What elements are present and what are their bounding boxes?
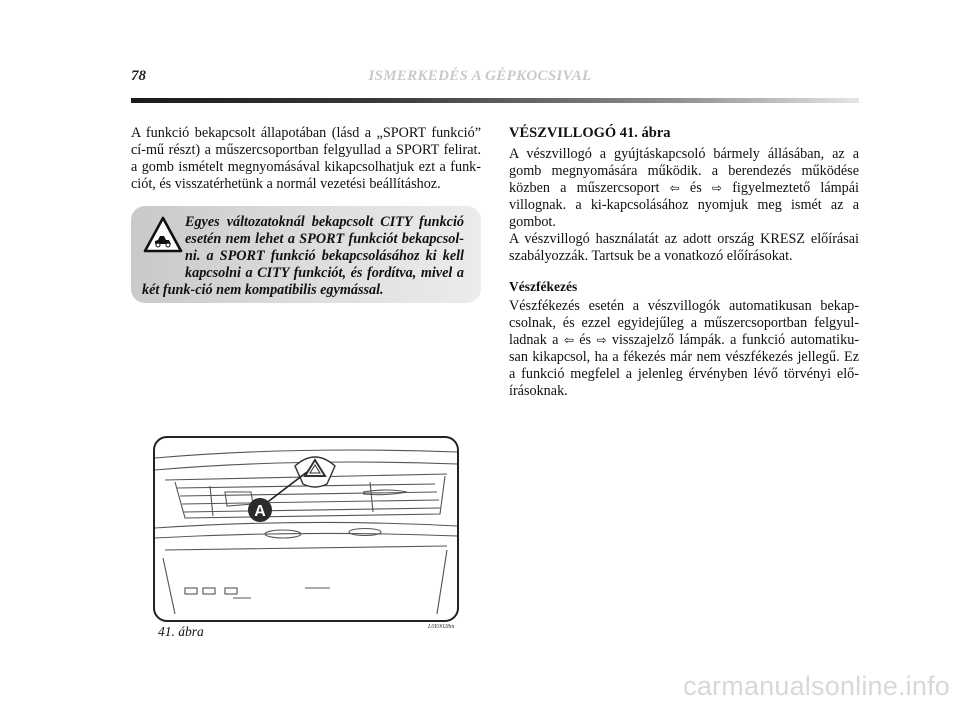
regulation-paragraph: A vészvillogó használatát az adott ország KRESZ előírásai szabályozzák. Tartsuk be a vonatkozó előírásokat. [509, 231, 859, 264]
watermark: carmanualsonline.info [683, 671, 950, 701]
left-arrow-icon: ⇦ [669, 181, 680, 195]
hazard-paragraph [509, 146, 859, 231]
intro-paragraph: A funkció bekapcsolt állapotában (lásd a „SPORT funkció” cí-mű részt) a műszercsoportban felgyullad a SPORT felirat. a gomb ismételt megnyomásával kikapcsolhatjuk ezt a funk-ciót, és visszatérhetünk a normál vezetési beállításhoz. [131, 125, 481, 192]
figure-code: L0E0028m [428, 624, 455, 630]
page-number: 78 [131, 68, 146, 84]
hazard-button-illustration [155, 438, 457, 620]
right-arrow-icon: ⇨ [711, 181, 722, 195]
left-arrow-icon: ⇦ [563, 333, 574, 347]
emergency-braking-text-1: Vészfékezés esetén a vészvillogók automatikusan bekap-csolnak, és ezzel egyidejűleg a műszercsoportban felgyul-ladnak a [509, 298, 859, 348]
hazard-paragraph-text-2: figyelmeztető lámpái villognak. a ki-kapcsolásához nyomjuk meg ismét az a gombot. [509, 180, 859, 230]
emergency-braking-paragraph [509, 298, 859, 400]
left-column [131, 125, 481, 193]
right-arrow-icon: ⇨ [596, 333, 607, 347]
header-rule [131, 98, 859, 103]
and-word: és [689, 180, 702, 196]
and-word: és [579, 332, 592, 348]
warning-text: Egyes változatoknál bekapcsolt CITY funkció esetén nem lehet a SPORT funkciót bekapcsol-ni. a SPORT funkció bekapcsolásához ki kell kapcsolni a CITY funkciót, és fordítva, mivel a két funk-ció nem kompatibilis egymással. [142, 214, 464, 298]
figure-frame [153, 436, 459, 622]
hazard-paragraph-text-1: A vészvillogó a gyújtáskapcsoló bármely állásában, az a gomb megnyomására működik. a berendezés működése közben a műszercsoport [509, 146, 859, 196]
running-title: ISMERKEDÉS A GÉPKOCSIVAL [368, 68, 592, 84]
right-column [509, 125, 859, 400]
section-title: VÉSZVILLOGÓ 41. ábra [509, 125, 671, 141]
callout-a-label: A [254, 503, 266, 520]
subsection-title: Vészfékezés [509, 279, 578, 294]
figure-caption: 41. ábra [158, 624, 204, 639]
warning-box [131, 206, 481, 303]
emergency-braking-text-2: visszajelző lámpák. a funkció automatiku-san kikapcsol, ha a fékezés már nem vészfékezés jellegű. Ez a funkció megfelel a jelenleg érvényben lévő törvényi elő-írásoknak. [509, 332, 860, 399]
